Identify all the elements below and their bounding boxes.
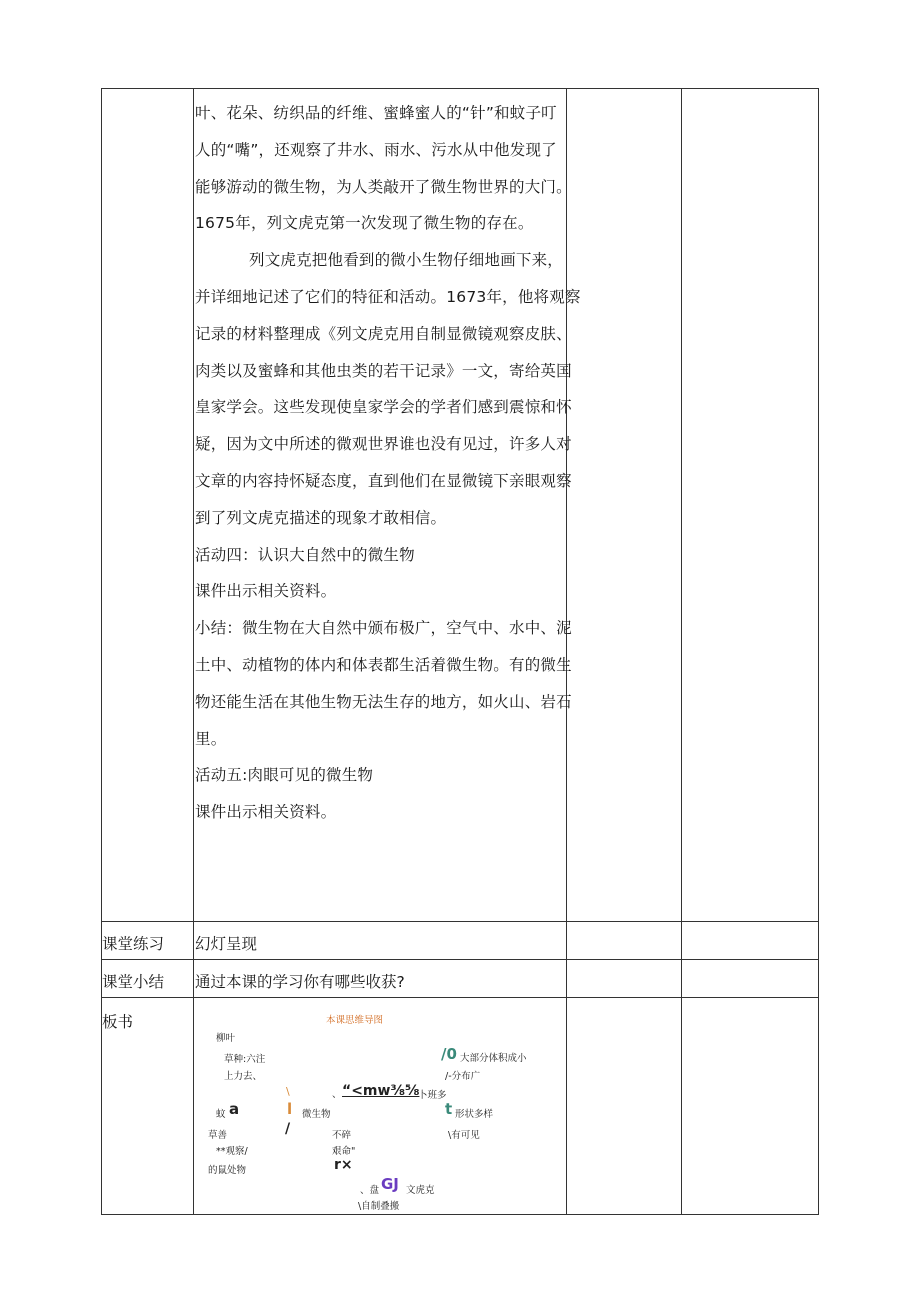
text-line: 能够游动的微生物，为人类敲开了微生物世界的大门。: [195, 177, 572, 196]
mindmap-mark: /0: [441, 1045, 457, 1063]
row-divider: [102, 959, 818, 960]
lesson-table: [101, 88, 819, 1215]
text-line: 皇家学会。这些发现使皇家学会的学者们感到震惊和怀: [195, 398, 572, 417]
text-line: 人的“嘴”，还观察了井水、雨水、污水从中他发现了: [195, 140, 557, 159]
mindmap-label: 不碎: [332, 1130, 352, 1141]
mindmap-label: /-分布广: [445, 1071, 481, 1082]
text-line: 并详细地记述了它们的特征和活动。1673年，他将观察: [195, 287, 581, 306]
mindmap-center: 微生物: [302, 1109, 331, 1120]
text-line: 记录的材料整理成《列文虎克用自制显微镜观察皮肤、: [195, 324, 572, 343]
mindmap-mark: r×: [334, 1157, 353, 1173]
text-line: 文章的内容持怀疑态度，直到他们在显微镜下亲眼观察: [195, 471, 572, 490]
column-divider: [681, 89, 682, 1214]
text-line: 到了列文虎克描述的现象才敢相信。: [195, 508, 447, 527]
text-line: 里。: [195, 729, 227, 748]
mindmap-title: 本课思维导图: [326, 1015, 384, 1026]
text-line: 课件出示相关资料。: [195, 803, 337, 822]
mindmap-mark: GJ: [381, 1175, 399, 1193]
mindmap-label: 卜班多: [418, 1090, 447, 1101]
mindmap-label: 文虎克: [406, 1185, 435, 1196]
lesson-content: [195, 95, 581, 831]
mindmap-mark: “<mw⅜⅝: [342, 1083, 420, 1099]
practice-content: 幻灯呈现: [195, 935, 258, 953]
mindmap-label: 柳叶: [216, 1033, 236, 1044]
row-divider: [102, 921, 818, 922]
activity-heading: 活动四：认识大自然中的微生物: [195, 545, 415, 564]
mindmap-mark: \: [286, 1085, 290, 1098]
mindmap-label: 形状多样: [455, 1109, 494, 1120]
mindmap-label: 大部分体积成小: [460, 1053, 527, 1064]
practice-label: 课堂练习: [102, 935, 165, 953]
mindmap-label: 蚊: [216, 1109, 226, 1120]
mindmap-mark: l: [287, 1100, 293, 1118]
text-line: 疑，因为文中所述的微观世界谁也没有见过，许多人对: [195, 435, 572, 454]
mindmap-label: 上力去、: [224, 1071, 263, 1082]
mindmap-label: 艰命": [332, 1146, 356, 1157]
mindmap-label: 草种:六注: [224, 1054, 266, 1065]
mindmap-mark: /: [285, 1121, 291, 1137]
text-line: 肉类以及蜜蜂和其他虫类的若干记录》一文，寄给英国: [195, 361, 572, 380]
board-label: 板书: [102, 1013, 134, 1031]
text-line: 物还能生活在其他生物无法生存的地方，如火山、岩石: [195, 692, 572, 711]
column-divider: [193, 89, 194, 1214]
summary-content: 通过本课的学习你有哪些收获?: [195, 973, 405, 991]
activity-heading: 活动五:肉眼可见的微生物: [195, 766, 374, 785]
text-line: 1675年，列文虎克第一次发现了微生物的存在。: [195, 214, 534, 233]
text-line: 小结：微生物在大自然中颁布极广，空气中、水中、泥: [195, 619, 572, 638]
summary-label: 课堂小结: [102, 973, 165, 991]
row-divider: [102, 997, 818, 998]
text-line: 叶、花朵、纺织品的纤维、蜜蜂蜜人的“针”和蚊子叮: [195, 104, 557, 122]
mindmap-mark: 、: [332, 1089, 342, 1100]
mindmap-label: \自制叠搬: [358, 1201, 400, 1212]
mindmap-label: 草善: [208, 1130, 228, 1141]
mindmap-label: \有可见: [448, 1130, 480, 1141]
mindmap-mark: t: [445, 1100, 453, 1118]
text-line: 列文虎克把他看到的微小生物仔细地画下来，: [249, 251, 564, 270]
text-line: 课件出示相关资料。: [195, 582, 337, 601]
mindmap-mark: a: [229, 1100, 240, 1118]
mindmap-label: 的鼠处物: [208, 1165, 247, 1176]
mindmap-label: 、盘: [360, 1185, 380, 1196]
text-line: 土中、动植物的体内和体表都生活着微生物。有的微生: [195, 655, 572, 674]
mindmap-label: **观察/: [216, 1146, 248, 1157]
